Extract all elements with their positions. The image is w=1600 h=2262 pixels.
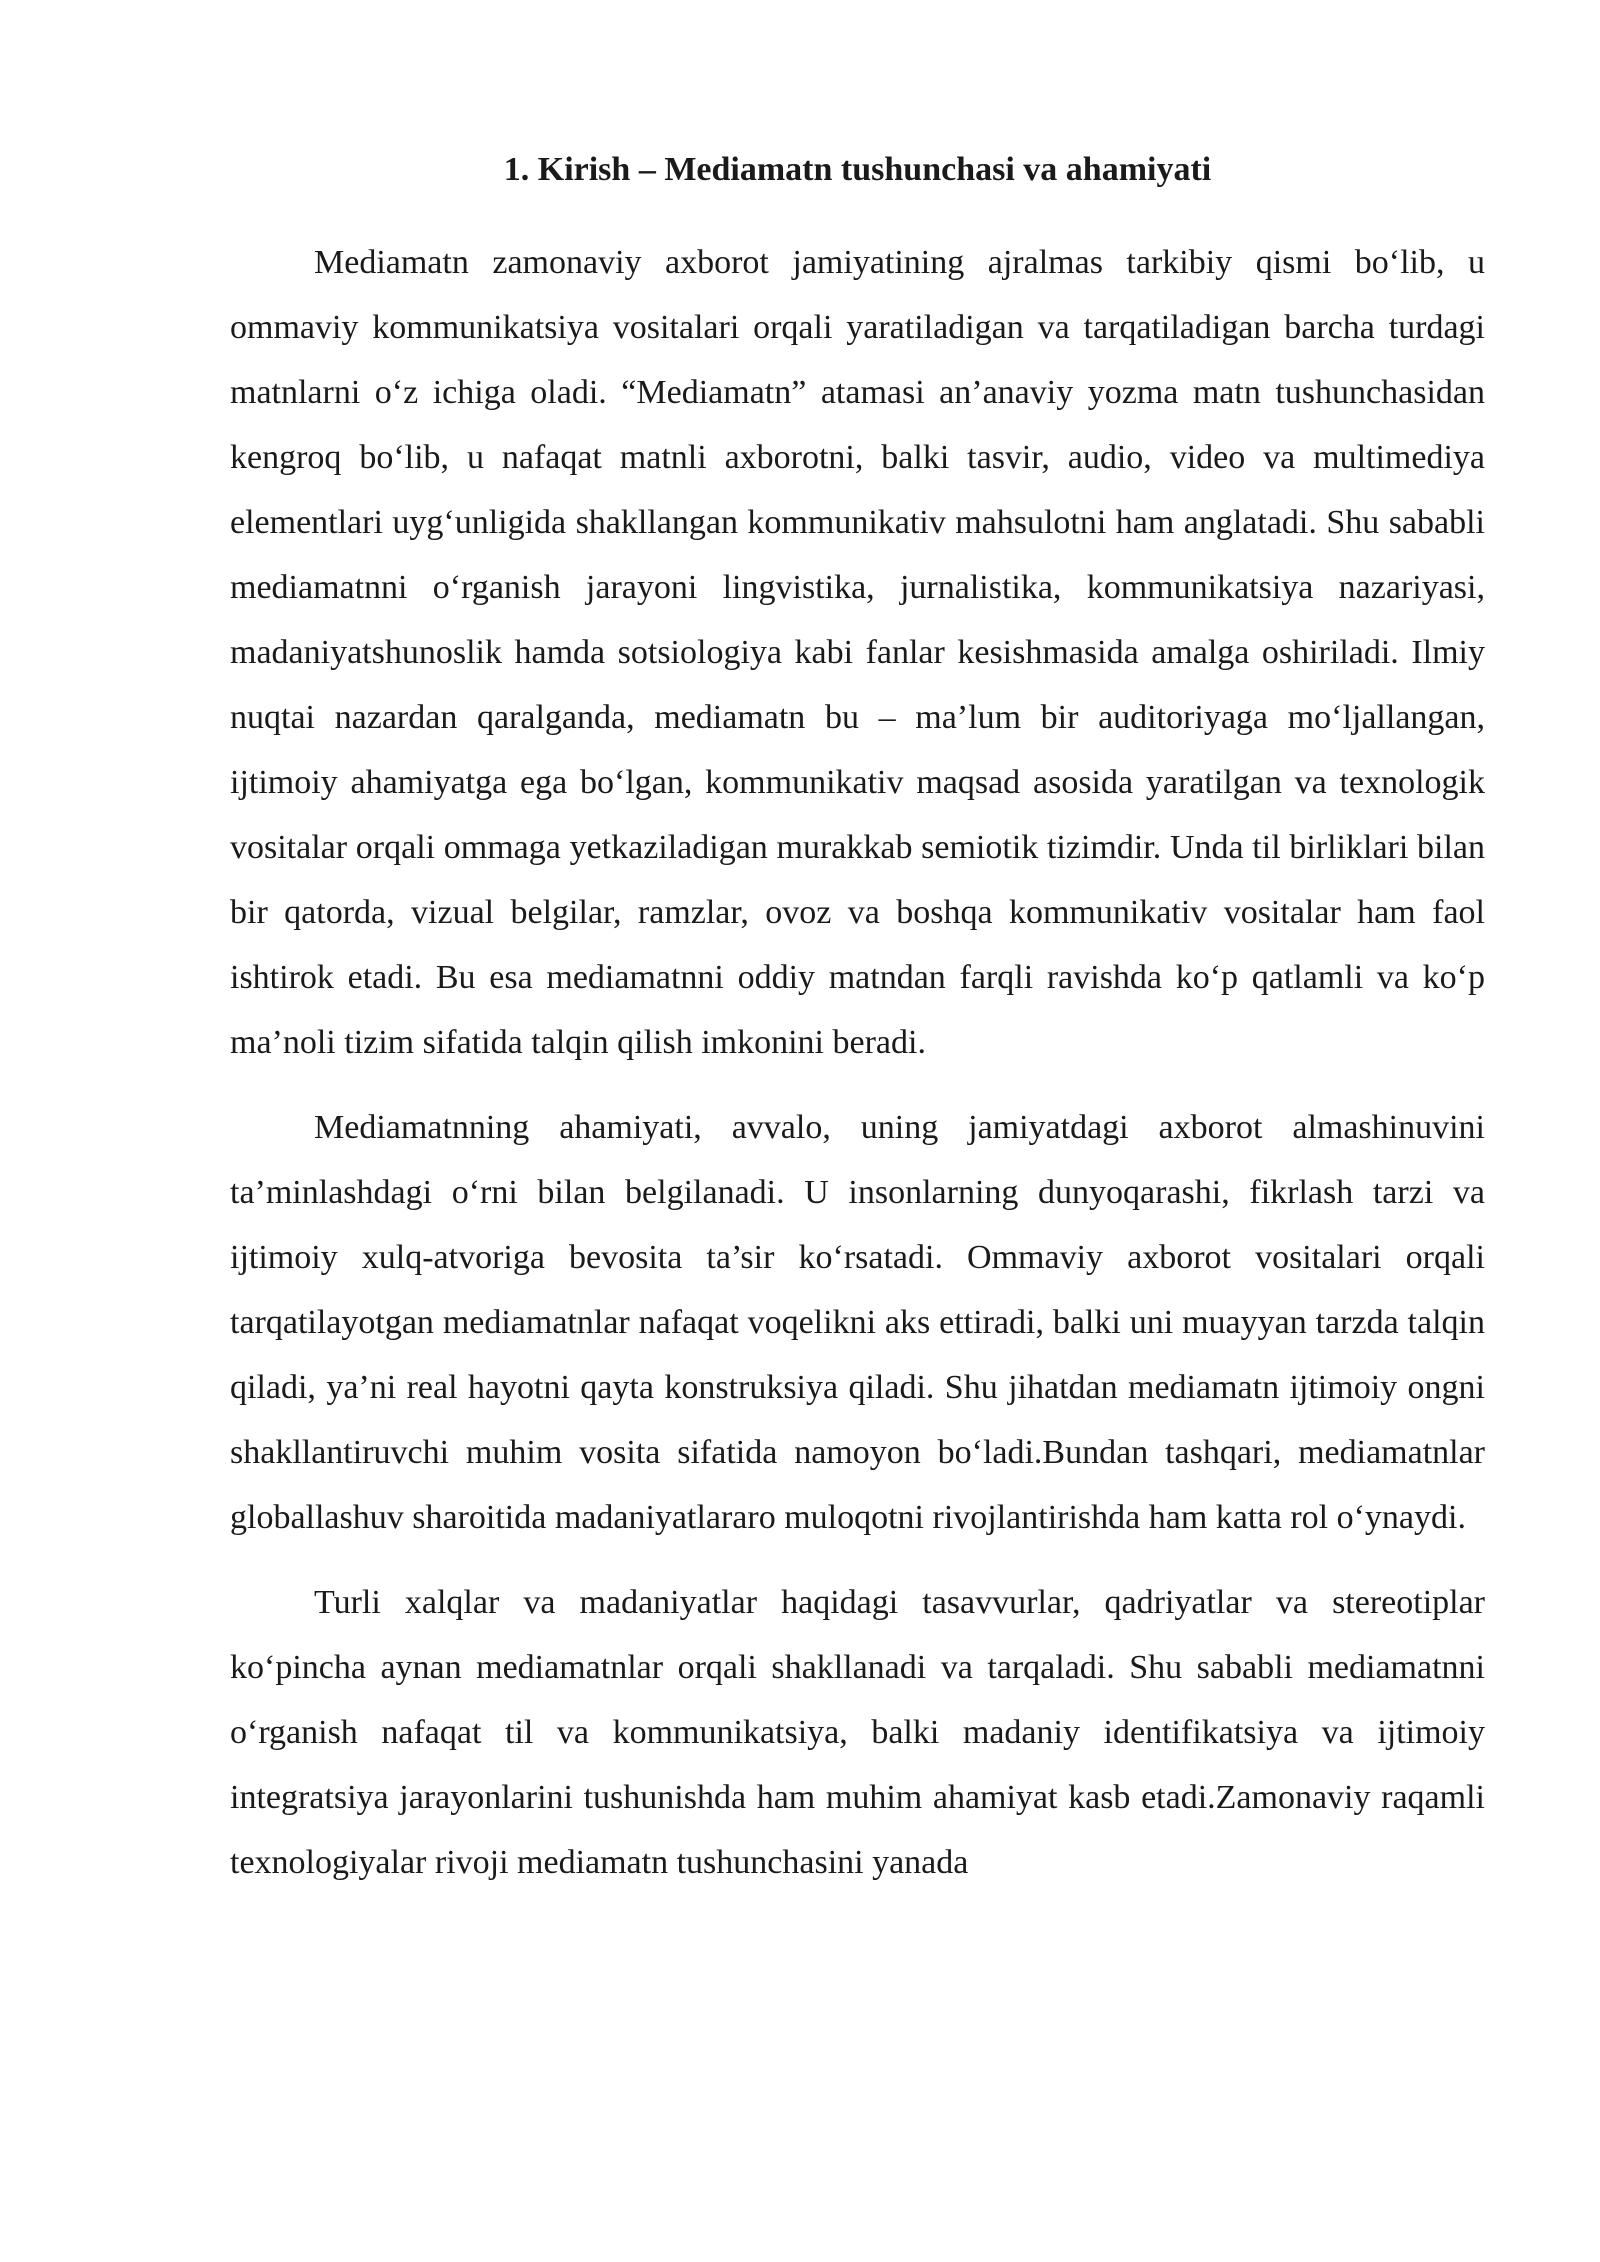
paragraph-3: Turli xalqlar va madaniyatlar haqidagi tasavvurlar, qadriyatlar va stereotiplar ko‘pincha aynan mediamatnlar orqali shakllanadi va tarqaladi. Shu sababli mediamatnni o‘rganish nafaqat til va kommunikatsiya, balki madaniy identifikatsiya va ijtimoiy integratsiya jarayonlarini tushunishda ham muhim ahamiyat kasb etadi.Zamonaviy raqamli texnologiyalar rivoji mediamatn tushunchasini yanada [230,1584,1485,1881]
paragraph-1: Mediamatn zamonaviy axborot jamiyatining ajralmas tarkibiy qismi bo‘lib, u ommaviy kommunikatsiya vositalari orqali yaratiladigan va tarqatiladigan barcha turdagi matnlarni o‘z ichiga oladi. “Mediamatn” atamasi an’anaviy yozma matn tushunchasidan kengroq bo‘lib, u nafaqat matnli axborotni, balki tasvir, audio, video va multimediya elementlari uyg‘unligida shakllangan kommunikativ mahsulotni ham anglatadi. Shu sababli mediamatnni o‘rganish jarayoni lingvistika, jurnalistika, kommunikatsiya nazariyasi, madaniyatshunoslik hamda sotsiologiya kabi fanlar kesishmasida amalga oshiriladi. Ilmiy nuqtai nazardan qaralganda, mediamatn bu – ma’lum bir auditoriyaga mo‘ljallangan, ijtimoiy ahamiyatga ega bo‘lgan, kommunikativ maqsad asosida yaratilgan va texnologik vositalar orqali ommaga yetkaziladigan murakkab semiotik tizimdir. Unda til birliklari bilan bir qatorda, vizual belgilar, ramzlar, ovoz va boshqa kommunikativ vositalar ham faol ishtirok etadi. Bu esa mediamatnni oddiy matndan farqli ravishda ko‘p qatlamli va ko‘p ma’noli tizim sifatida talqin qilish imkonini beradi. [230,244,1485,1061]
document-body [230,150,1485,1895]
paragraph-2: Mediamatnning ahamiyati, avvalo, uning jamiyatdagi axborot almashinuvini ta’minlashdagi o‘rni bilan belgilanadi. U insonlarning dunyoqarashi, fikrlash tarzi va ijtimoiy xulq-atvoriga bevosita ta’sir ko‘rsatadi. Ommaviy axborot vositalari orqali tarqatilayotgan mediamatnlar nafaqat voqelikni aks ettiradi, balki uni muayyan tarzda talqin qiladi, ya’ni real hayotni qayta konstruksiya qiladi. Shu jihatdan mediamatn ijtimoiy ongni shakllantiruvchi muhim vosita sifatida namoyon bo‘ladi.Bundan tashqari, mediamatnlar globallashuv sharoitida madaniyatlararo muloqotni rivojlantirishda ham katta rol o‘ynaydi. [230,1109,1485,1536]
section-heading: 1. Kirish – Mediamatn tushunchasi va ahamiyati [503,151,1212,188]
